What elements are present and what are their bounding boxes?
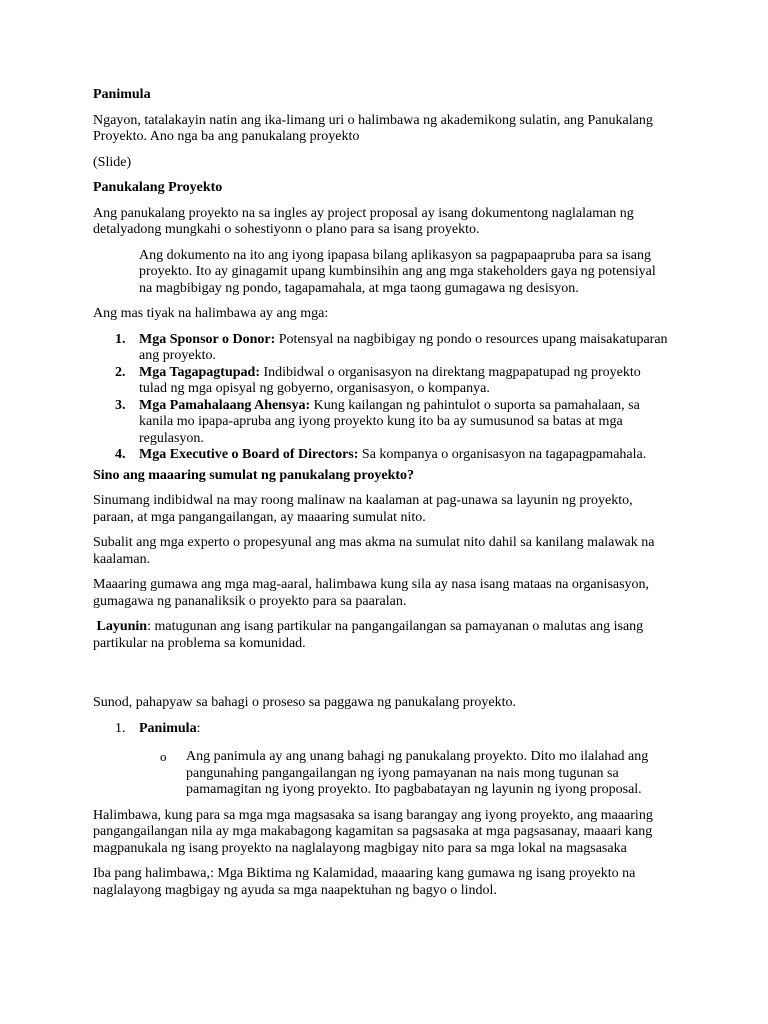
- heading-panimula: Panimula: [93, 87, 151, 102]
- layunin-text: : matugunan ang isang partikular na pangangailangan sa pamayanan o malutas ang isang partikular na problema sa komunidad.: [93, 619, 644, 651]
- list-item: [93, 365, 670, 398]
- list-term: Mga Executive o Board of Directors:: [139, 447, 359, 462]
- example-paragraph-1: Halimbawa, kung para sa mga mga magsasaka sa isang barangay ang iyong proyekto, ang maaaring pangangailangan nila ay mga makabagong kagamitan sa pagsasaka at mga pagsasanay, maaari kang magpanukala ng isang proyekto na naglalayong magbigay nito para sa mga lokal na magsasaka: [93, 807, 653, 856]
- list-text: Indibidwal o organisasyon na direktang magpapatupad ng proyekto tulad ng mga opisyal ng gobyerno, organisasyon, o kompanya.: [139, 364, 641, 396]
- answer-paragraph-1: Sinumang indibidwal na may roong malinaw na kaalaman at pag-unawa sa layunin ng proyekto, paraan, at mga pangangailangan, ay maaaring sumulat nito.: [93, 493, 633, 525]
- layunin-term: Layunin: [96, 619, 148, 634]
- list-item: [93, 721, 670, 738]
- part-term: Panimula: [139, 720, 197, 736]
- blank-line: [93, 661, 670, 695]
- list-number: 1.: [115, 331, 126, 347]
- list-number: 3.: [115, 397, 126, 413]
- intro-paragraph: Ngayon, tatalakayin natin ang ika-limang uri o halimbawa ng akademikong sulatin, ang Panukalang Proyekto. Ano nga ba ang panukalang proyekto: [93, 112, 653, 144]
- list-term: Mga Pamahalaang Ahensya:: [139, 397, 311, 413]
- definition-paragraph: Ang panukalang proyekto na sa ingles ay project proposal ay isang dokumentong naglalaman ng detalyadong mungkahi o sohestiyonn o plano para sa isang proyekto.: [93, 205, 634, 237]
- parts-list: [93, 721, 670, 738]
- circle-bullet-icon: o: [160, 749, 167, 764]
- answer-paragraph-3: Maaaring gumawa ang mga mag-aaral, halimbawa kung sila ay nasa isang mataas na organisasyon, gumagawa ng pananaliksik o proyekto para sa paaralan.: [93, 577, 650, 609]
- list-item: [93, 398, 670, 448]
- list-number: 1.: [115, 720, 126, 736]
- layunin-paragraph: [93, 619, 670, 652]
- heading-panukalang-proyekto: Panukalang Proyekto: [93, 180, 223, 195]
- list-number: 4.: [115, 447, 126, 462]
- slide-note: (Slide): [93, 154, 132, 170]
- part-colon: :: [196, 720, 201, 736]
- list-item: [93, 332, 670, 365]
- list-item: [93, 749, 670, 799]
- list-text: Potensyal na nagbibigay ng pondo o resources upang maisakatuparan ang proyekto.: [139, 331, 668, 363]
- part-description: Ang panimula ay ang unang bahagi ng panukalang proyekto. Dito mo ilalahad ang pangunahing pangangailangan ng iyong pamayanan na nais mong tugunan sa pamamagitan ng iyong proyekto. Ito pagbabatayan ng layunin ng iyong proposal.: [186, 749, 649, 797]
- question-heading: Sino ang maaaring sumulat ng panukalang proyekto?: [93, 467, 415, 483]
- examples-intro: Ang mas tiyak na halimbawa ay ang mga:: [93, 306, 329, 321]
- list-term: Mga Sponsor o Donor:: [139, 331, 276, 347]
- list-number: 2.: [115, 364, 126, 380]
- sub-list: [93, 749, 670, 799]
- example-paragraph-2: Iba pang halimbawa,: Mga Biktima ng Kalamidad, maaaring kang gumawa ng isang proyekto na naglalayong magbigay ng ayuda sa mga naapektuhan ng bagyo o lindol.: [93, 866, 636, 898]
- definition-block: Ang dokumento na ito ang iyong ipapasa bilang aplikasyon sa pagpapaapruba para sa isang proyekto. Ito ay ginagamit upang kumbinsihin ang ang mga stakeholders gaya ng potensiyal na magbibigay ng pondo, tagapamahala, at mga taong gumagawa ng desisyon.: [139, 247, 656, 296]
- next-intro: Sunod, pahapyaw sa bahagi o proseso sa paggawa ng panukalang proyekto.: [93, 695, 517, 710]
- list-text: Sa kompanya o organisasyon na tagapagpamahala.: [358, 447, 647, 462]
- list-term: Mga Tagapagtupad:: [139, 364, 260, 380]
- list-item: [93, 447, 670, 464]
- examples-list: [93, 332, 670, 464]
- list-text: Kung kailangan ng pahintulot o suporta sa pamahalaan, sa kanila mo ipapa-apruba ang iyong proyekto kung ito ba ay sumusunod sa batas at mga regulasyon.: [139, 397, 640, 446]
- answer-paragraph-2: Subalit ang mga experto o propesyunal ang mas akma na sumulat nito dahil sa kanilang malawak na kaalaman.: [93, 535, 655, 567]
